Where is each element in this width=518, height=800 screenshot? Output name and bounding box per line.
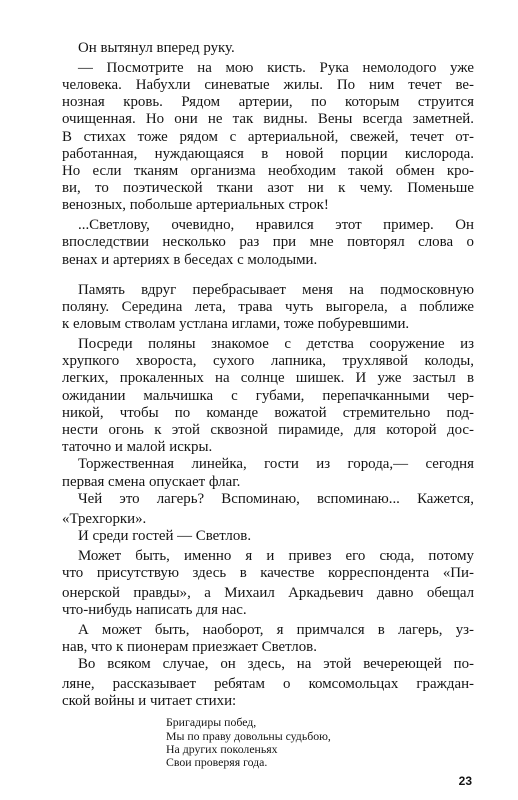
paragraph-line: А может быть, наоборот, я примчался в лагерь, уз- [78, 621, 474, 638]
verse-line: Бригадиры побед, [166, 715, 257, 730]
paragraph-line: ...Светлову, очевидно, нравился этот пример. Он [78, 217, 474, 234]
paragraph-line: хрупкого хвороста, сухого лапника, трухлявой колоды, [62, 353, 474, 370]
paragraph-line: очищенная. Но они не так видны. Вены всегда заметней. [62, 111, 474, 128]
paragraph-line: Может быть, именно я и привез его сюда, потому [78, 547, 474, 564]
paragraph-line: В стихах тоже рядом с артериальной, свежей, течет от- [62, 128, 474, 145]
paragraph-line: Память вдруг перебрасывает меня на подмосковную [78, 281, 474, 298]
paragraph-line: нозная кровь. Рядом артерии, по которым струится [62, 94, 474, 111]
paragraph-line: человека. Набухли синеватые жилы. По ним течет ве- [62, 77, 474, 93]
paragraph-line: ляне, рассказывает ребятам о комсомольцах граждан- [62, 675, 474, 692]
paragraph-line: Во всяком случае, он здесь, на этой вечереющей по- [78, 656, 474, 672]
paragraph-line: венозных, побольше артериальных строк! [62, 197, 329, 214]
paragraph-line: работанная, нуждающаяся в новой порции кислорода. [62, 145, 474, 162]
paragraph-line: впоследствии несколько раз при мне повторял слова о [62, 234, 474, 251]
paragraph-line: Чей это лагерь? Вспоминаю, вспоминаю... Кажется, [78, 490, 474, 507]
paragraph-line: первая смена опускает флаг. [62, 473, 241, 490]
paragraph-line: ожидании мальчишка с губами, перепачканными чер- [62, 387, 474, 404]
paragraph-line: онерской правды», а Михаил Аркадьевич давно обещал [62, 584, 474, 601]
paragraph-line: никой, чтобы по команде вожатой стремительно под- [62, 404, 474, 421]
paragraph-line: И среди гостей — Светлов. [78, 527, 252, 544]
paragraph-line: нести огонь к этой сквозной пирамиде, для которой дос- [62, 422, 474, 438]
page-number: 23 [458, 773, 472, 788]
paragraph-line: легких, прокаленных на солнце шишек. И уже застыл в [62, 370, 474, 387]
paragraph-line: что присутствую здесь в качестве корреспондента «Пи- [62, 564, 474, 581]
paragraph-line: ской войны и читает стихи: [62, 693, 237, 709]
verse-line: Свои проверяя года. [166, 755, 268, 770]
paragraph-line: к еловым стволам устлана иглами, тоже побуревшими. [62, 316, 410, 333]
paragraph-line: ви, то поэтической ткани азот ни к чему. Поменьше [62, 180, 474, 197]
paragraph-line: Но если тканям организма необходим такой обмен кро- [62, 163, 474, 179]
paragraph-line: что-нибудь написать для нас. [62, 601, 247, 618]
paragraph-line: поляну. Середина лета, трава чуть выгорела, а поближе [62, 299, 474, 315]
paragraph-line: «Трехгорки». [62, 510, 147, 527]
paragraph-line: Посреди поляны знакомое с детства сооружение из [78, 336, 474, 352]
paragraph-line: Торжественная линейка, гости из города,— сегодня [78, 456, 474, 473]
paragraph-line: венах и артериях в беседах с молодыми. [62, 251, 318, 268]
paragraph-line: нав, что к пионерам приезжает Светлов. [62, 638, 317, 655]
paragraph-line: — Посмотрите на мою кисть. Рука немолодого уже [78, 59, 474, 76]
verse-line: Мы по праву довольны судьбою, [166, 728, 331, 743]
paragraph-line: Он вытянул вперед руку. [78, 40, 235, 56]
paragraph-line: таточно и малой искры. [62, 439, 213, 456]
verse-line: На других поколеньях [166, 742, 278, 756]
